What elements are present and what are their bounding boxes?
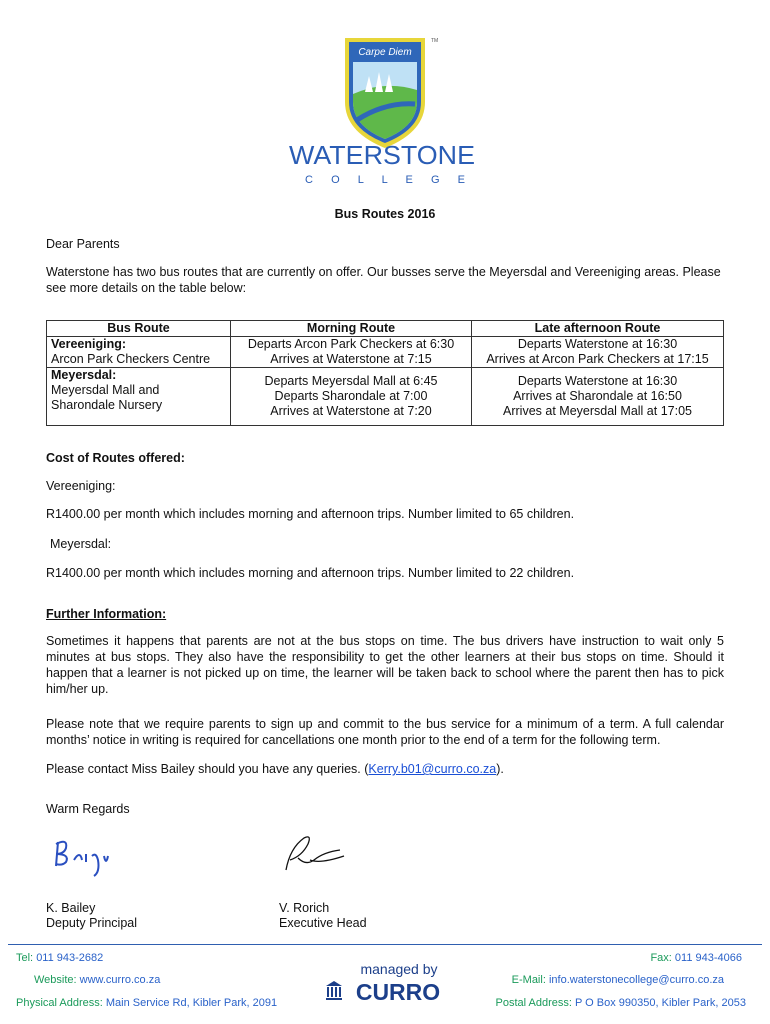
table-header-row bbox=[47, 321, 724, 337]
contact-text-end: ). bbox=[496, 762, 504, 776]
cost-vereeniging-text: R1400.00 per month which includes morning and afternoon trips. Number limited to 65 children. bbox=[46, 507, 575, 521]
signatory-bailey bbox=[46, 901, 137, 931]
logo-name: WATERSTONE bbox=[289, 140, 475, 170]
morning-line: Arrives at Waterstone at 7:15 bbox=[270, 352, 432, 366]
bus-routes-table bbox=[46, 320, 724, 426]
further-paragraph-1: Sometimes it happens that parents are not at the bus stops on time. The bus drivers have instruction to wait only 5 minutes at bus stops. They also have the responsibility to get the other learners at their bus stops on time. Should it happen that a learner is not picked up on time, the learner will be taken back to school where the parent then has to pick him/her up. bbox=[46, 634, 724, 696]
footer-email bbox=[512, 974, 724, 986]
header-afternoon-route: Late afternoon Route bbox=[472, 321, 724, 337]
footer-label: E-Mail: bbox=[511, 974, 546, 986]
managed-by-text: managed by bbox=[360, 961, 438, 977]
footer-label: Physical Address: bbox=[16, 997, 103, 1009]
route-cell bbox=[47, 368, 231, 426]
footer-label: Tel: bbox=[16, 952, 34, 964]
footer-label: Website: bbox=[34, 974, 77, 986]
contact-email-link[interactable]: Kerry.b01@curro.co.za bbox=[368, 762, 497, 776]
morning-line: Arrives at Waterstone at 7:20 bbox=[270, 404, 432, 418]
college-logo bbox=[285, 32, 480, 187]
table-row bbox=[47, 337, 724, 368]
footer-value: Main Service Rd, Kibler Park, 2091 bbox=[105, 997, 278, 1009]
route-area: Vereeniging: bbox=[51, 337, 127, 351]
table-row bbox=[47, 368, 724, 426]
footer-physical-address bbox=[16, 997, 277, 1009]
cost-vereeniging-label: Vereeniging: bbox=[46, 479, 116, 493]
intro-paragraph: Waterstone has two bus routes that are currently on offer. Our busses serve the Meyersdal and Vereeniging areas. Please see more details on the table below: bbox=[46, 265, 721, 295]
closing: Warm Regards bbox=[46, 802, 130, 816]
footer-postal-address bbox=[495, 997, 746, 1009]
footer-label: Postal Address: bbox=[495, 997, 572, 1009]
signatory-name: K. Bailey bbox=[46, 901, 96, 915]
footer-divider bbox=[8, 944, 762, 945]
signatory-role: Executive Head bbox=[279, 916, 367, 930]
signatory-role: Deputy Principal bbox=[46, 916, 138, 930]
page-title: Bus Routes 2016 bbox=[334, 207, 436, 221]
footer-website bbox=[34, 974, 160, 986]
signature-rorich-icon bbox=[280, 830, 352, 876]
afternoon-line: Arrives at Meyersdal Mall at 17:05 bbox=[503, 404, 692, 418]
footer-email-link[interactable]: info.waterstonecollege@curro.co.za bbox=[548, 974, 724, 986]
route-stop: Arcon Park Checkers Centre bbox=[51, 352, 211, 366]
footer-website-link[interactable]: www.curro.co.za bbox=[79, 974, 161, 986]
logo-sub: C O L L E G E bbox=[305, 174, 465, 186]
morning-line: Departs Arcon Park Checkers at 6:30 bbox=[247, 337, 455, 351]
further-paragraph-2: Please note that we require parents to sign up and commit to the bus service for a minimum of a term. A full calendar months’ notice in writing is required for cancellations one month prior to the end of a term for the following term. bbox=[46, 717, 724, 747]
afternoon-line: Arrives at Arcon Park Checkers at 17:15 bbox=[486, 352, 709, 366]
morning-cell bbox=[231, 337, 472, 368]
curro-text: CURRO bbox=[355, 979, 441, 1005]
building-icon bbox=[326, 981, 342, 1000]
signatory-rorich bbox=[279, 901, 367, 931]
route-area: Meyersdal: bbox=[51, 368, 117, 382]
afternoon-cell bbox=[472, 337, 724, 368]
footer-value: 011 943-2682 bbox=[36, 952, 104, 964]
signature-bailey-icon bbox=[50, 832, 120, 878]
footer-label: Fax: bbox=[650, 952, 672, 964]
footer-fax bbox=[650, 952, 742, 964]
afternoon-line: Departs Waterstone at 16:30 bbox=[517, 337, 678, 351]
contact-text: Please contact Miss Bailey should you have any queries. ( bbox=[46, 762, 369, 776]
cost-heading: Cost of Routes offered: bbox=[46, 451, 185, 465]
contact-line bbox=[46, 761, 724, 777]
footer-value: P O Box 990350, Kibler Park, 2053 bbox=[574, 997, 746, 1009]
morning-line: Departs Sharondale at 7:00 bbox=[274, 389, 428, 403]
header-morning-route: Morning Route bbox=[231, 321, 472, 337]
morning-line: Departs Meyersdal Mall at 6:45 bbox=[264, 374, 438, 388]
curro-logo bbox=[322, 958, 450, 1008]
further-heading: Further Information: bbox=[46, 607, 167, 621]
afternoon-line: Departs Waterstone at 16:30 bbox=[517, 374, 678, 388]
footer-value: 011 943-4066 bbox=[674, 952, 742, 964]
cost-meyersdal-label: Meyersdal: bbox=[50, 537, 112, 551]
morning-cell bbox=[231, 368, 472, 426]
route-cell bbox=[47, 337, 231, 368]
logo-tm: TM bbox=[431, 38, 439, 44]
logo-motto: Carpe Diem bbox=[358, 47, 412, 58]
footer-tel bbox=[16, 952, 103, 964]
header-bus-route: Bus Route bbox=[47, 321, 231, 337]
cost-meyersdal-text: R1400.00 per month which includes morning and afternoon trips. Number limited to 22 children. bbox=[46, 566, 575, 580]
afternoon-cell bbox=[472, 368, 724, 426]
afternoon-line: Arrives at Sharondale at 16:50 bbox=[513, 389, 682, 403]
signatory-name: V. Rorich bbox=[279, 901, 330, 915]
crest-icon bbox=[285, 32, 480, 187]
greeting: Dear Parents bbox=[46, 237, 120, 251]
route-stop: Meyersdal Mall and Sharondale Nursery bbox=[51, 383, 163, 412]
